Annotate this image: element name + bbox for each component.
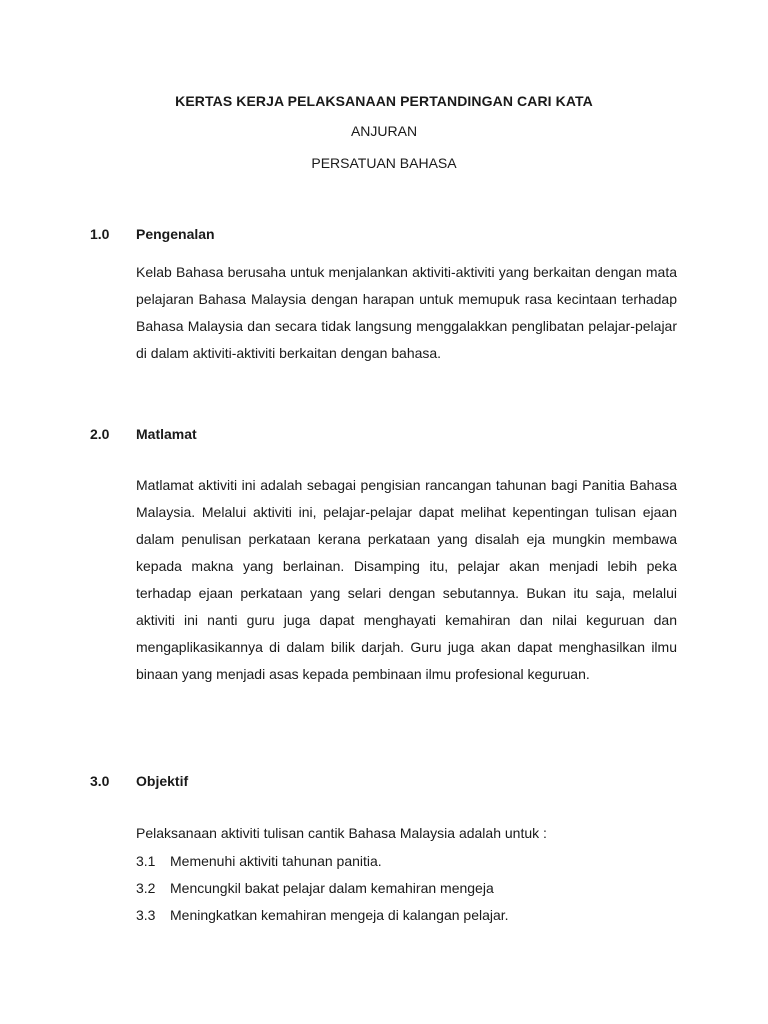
- section-body-matlamat: Matlamat aktiviti ini adalah sebagai pengisian rancangan tahunan bagi Panitia Bahasa Malaysia. Melalui aktiviti ini, pelajar-pelajar dapat melihat kepentingan tulisan ejaan dalam penulisan perkataan kerana perkataan yang disalah eja mungkin membawa kepada makna yang berlainan. Disamping itu, pelajar akan menjadi lebih peka terhadap ejaan perkataan yang selari dengan sebutannya. Bukan itu saja, melalui aktiviti ini nanti guru juga dapat menghayati kemahiran dan nilai keguruan dan mengaplikasikannya di dalam bilik darjah. Guru juga akan dapat menghasilkan ilmu binaan yang menjadi asas kepada pembinaan ilmu profesional keguruan.: [136, 477, 677, 682]
- document-title: KERTAS KERJA PELAKSANAAN PERTANDINGAN CARI KATA: [175, 93, 593, 109]
- section-body-pengenalan: Kelab Bahasa berusaha untuk menjalankan aktiviti-aktiviti yang berkaitan dengan mata pelajaran Bahasa Malaysia dengan harapan untuk memupuk rasa kecintaan terhadap Bahasa Malaysia dan secara tidak langsung menggalakkan penglibatan pelajar-pelajar di dalam aktiviti-aktiviti berkaitan dengan bahasa.: [136, 264, 677, 361]
- section-number: 2.0: [90, 426, 110, 442]
- document-subtitle-organizer: PERSATUAN BAHASA: [311, 155, 457, 171]
- list-item-number: 3.2: [136, 880, 156, 896]
- document-subtitle-organizer-label: ANJURAN: [350, 123, 418, 139]
- list-item-text: Meningkatkan kemahiran mengeja di kalangan pelajar.: [170, 907, 509, 923]
- list-item-number: 3.3: [136, 907, 156, 923]
- list-item-number: 3.1: [136, 853, 156, 869]
- section-intro-objektif: Pelaksanaan aktiviti tulisan cantik Bahasa Malaysia adalah untuk :: [136, 825, 547, 841]
- section-number: 3.0: [90, 773, 110, 789]
- section-heading-pengenalan: Pengenalan: [136, 226, 215, 242]
- section-number: 1.0: [90, 226, 110, 242]
- list-item-text: Memenuhi aktiviti tahunan panitia.: [170, 853, 382, 869]
- section-heading-objektif: Objektif: [136, 773, 189, 789]
- list-item-text: Mencungkil bakat pelajar dalam kemahiran mengeja: [170, 880, 494, 896]
- section-heading-matlamat: Matlamat: [136, 426, 197, 442]
